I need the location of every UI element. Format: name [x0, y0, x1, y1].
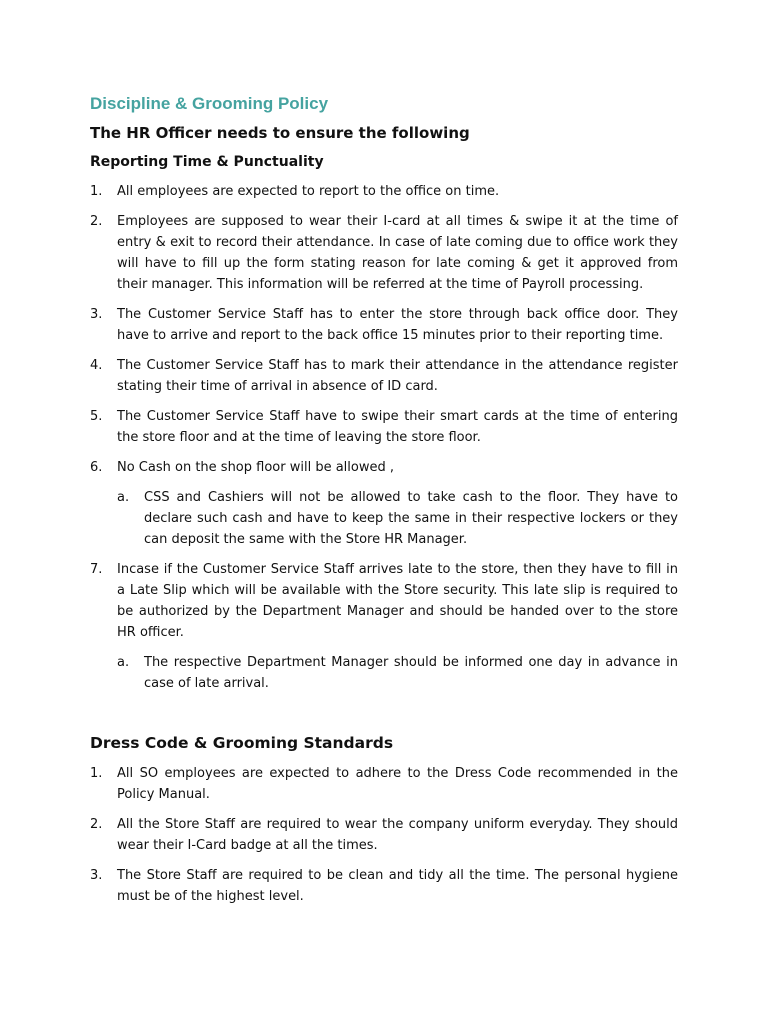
- list-item-number: 1.: [90, 184, 103, 199]
- list-item-text: The Customer Service Staff has to mark their attendance in the attendance register stating their time of arrival in absence of ID card.: [117, 358, 678, 394]
- list-item: [90, 814, 678, 856]
- document-title: Discipline & Grooming Policy: [90, 94, 329, 113]
- sub-list-item-letter: a.: [117, 655, 130, 670]
- list-item-text: Incase if the Customer Service Staff arrives late to the store, then they have to fill in a Late Slip which will be available with the Store security. This late slip is required to be authorized by the Department Manager and should be handed over to the store HR officer.: [117, 562, 678, 640]
- list-item: [90, 559, 678, 694]
- list-item: [90, 763, 678, 805]
- document-subtitle: The HR Officer needs to ensure the following: [90, 124, 470, 142]
- section-heading-dress-code: Dress Code & Grooming Standards: [90, 734, 394, 752]
- list-item: [90, 211, 678, 295]
- list-item-text: All the Store Staff are required to wear the company uniform everyday. They should wear their I-Card badge at all the times.: [117, 817, 678, 853]
- list-item-number: 5.: [90, 409, 103, 424]
- list-item: [90, 406, 678, 448]
- sub-list-item: [117, 487, 678, 550]
- list-item-number: 4.: [90, 358, 103, 373]
- dress-code-list: [90, 763, 678, 907]
- sub-list-item: [117, 652, 678, 694]
- list-item-number: 3.: [90, 868, 103, 883]
- list-item-number: 1.: [90, 766, 103, 781]
- list-item: [90, 355, 678, 397]
- list-item-number: 6.: [90, 460, 103, 475]
- sub-list-item-text: The respective Department Manager should be informed one day in advance in case of late arrival.: [144, 655, 678, 691]
- sub-list-item-letter: a.: [117, 490, 130, 505]
- list-item-number: 3.: [90, 307, 103, 322]
- list-item: [90, 865, 678, 907]
- list-item: [90, 304, 678, 346]
- list-item-number: 2.: [90, 214, 103, 229]
- list-item-text: All employees are expected to report to the office on time.: [117, 184, 500, 199]
- sub-list-item-text: CSS and Cashiers will not be allowed to take cash to the floor. They have to declare such cash and have to keep the same in their respective lockers or they can deposit the same with the Store HR Manager.: [144, 490, 678, 547]
- list-item-number: 2.: [90, 817, 103, 832]
- list-item-text: The Customer Service Staff have to swipe their smart cards at the time of entering the store floor and at the time of leaving the store floor.: [117, 409, 678, 445]
- list-item-number: 7.: [90, 562, 103, 577]
- list-item: [90, 181, 678, 202]
- list-item-text: The Customer Service Staff has to enter the store through back office door. They have to arrive and report to the back office 15 minutes prior to their reporting time.: [117, 307, 678, 343]
- section-heading-reporting-time: Reporting Time & Punctuality: [90, 154, 324, 170]
- list-item-text: All SO employees are expected to adhere to the Dress Code recommended in the Policy Manual.: [117, 766, 678, 802]
- reporting-time-list: [90, 181, 678, 694]
- list-item-text: The Store Staff are required to be clean and tidy all the time. The personal hygiene must be of the highest level.: [117, 868, 678, 904]
- list-item-text: Employees are supposed to wear their I-card at all times & swipe it at the time of entry & exit to record their attendance. In case of late coming due to office work they will have to fill up the form stating reason for late coming & get it approved from their manager. This information will be referred at the time of Payroll processing.: [117, 214, 678, 292]
- list-item: [90, 457, 678, 550]
- list-item-text: No Cash on the shop floor will be allowed ,: [117, 460, 394, 475]
